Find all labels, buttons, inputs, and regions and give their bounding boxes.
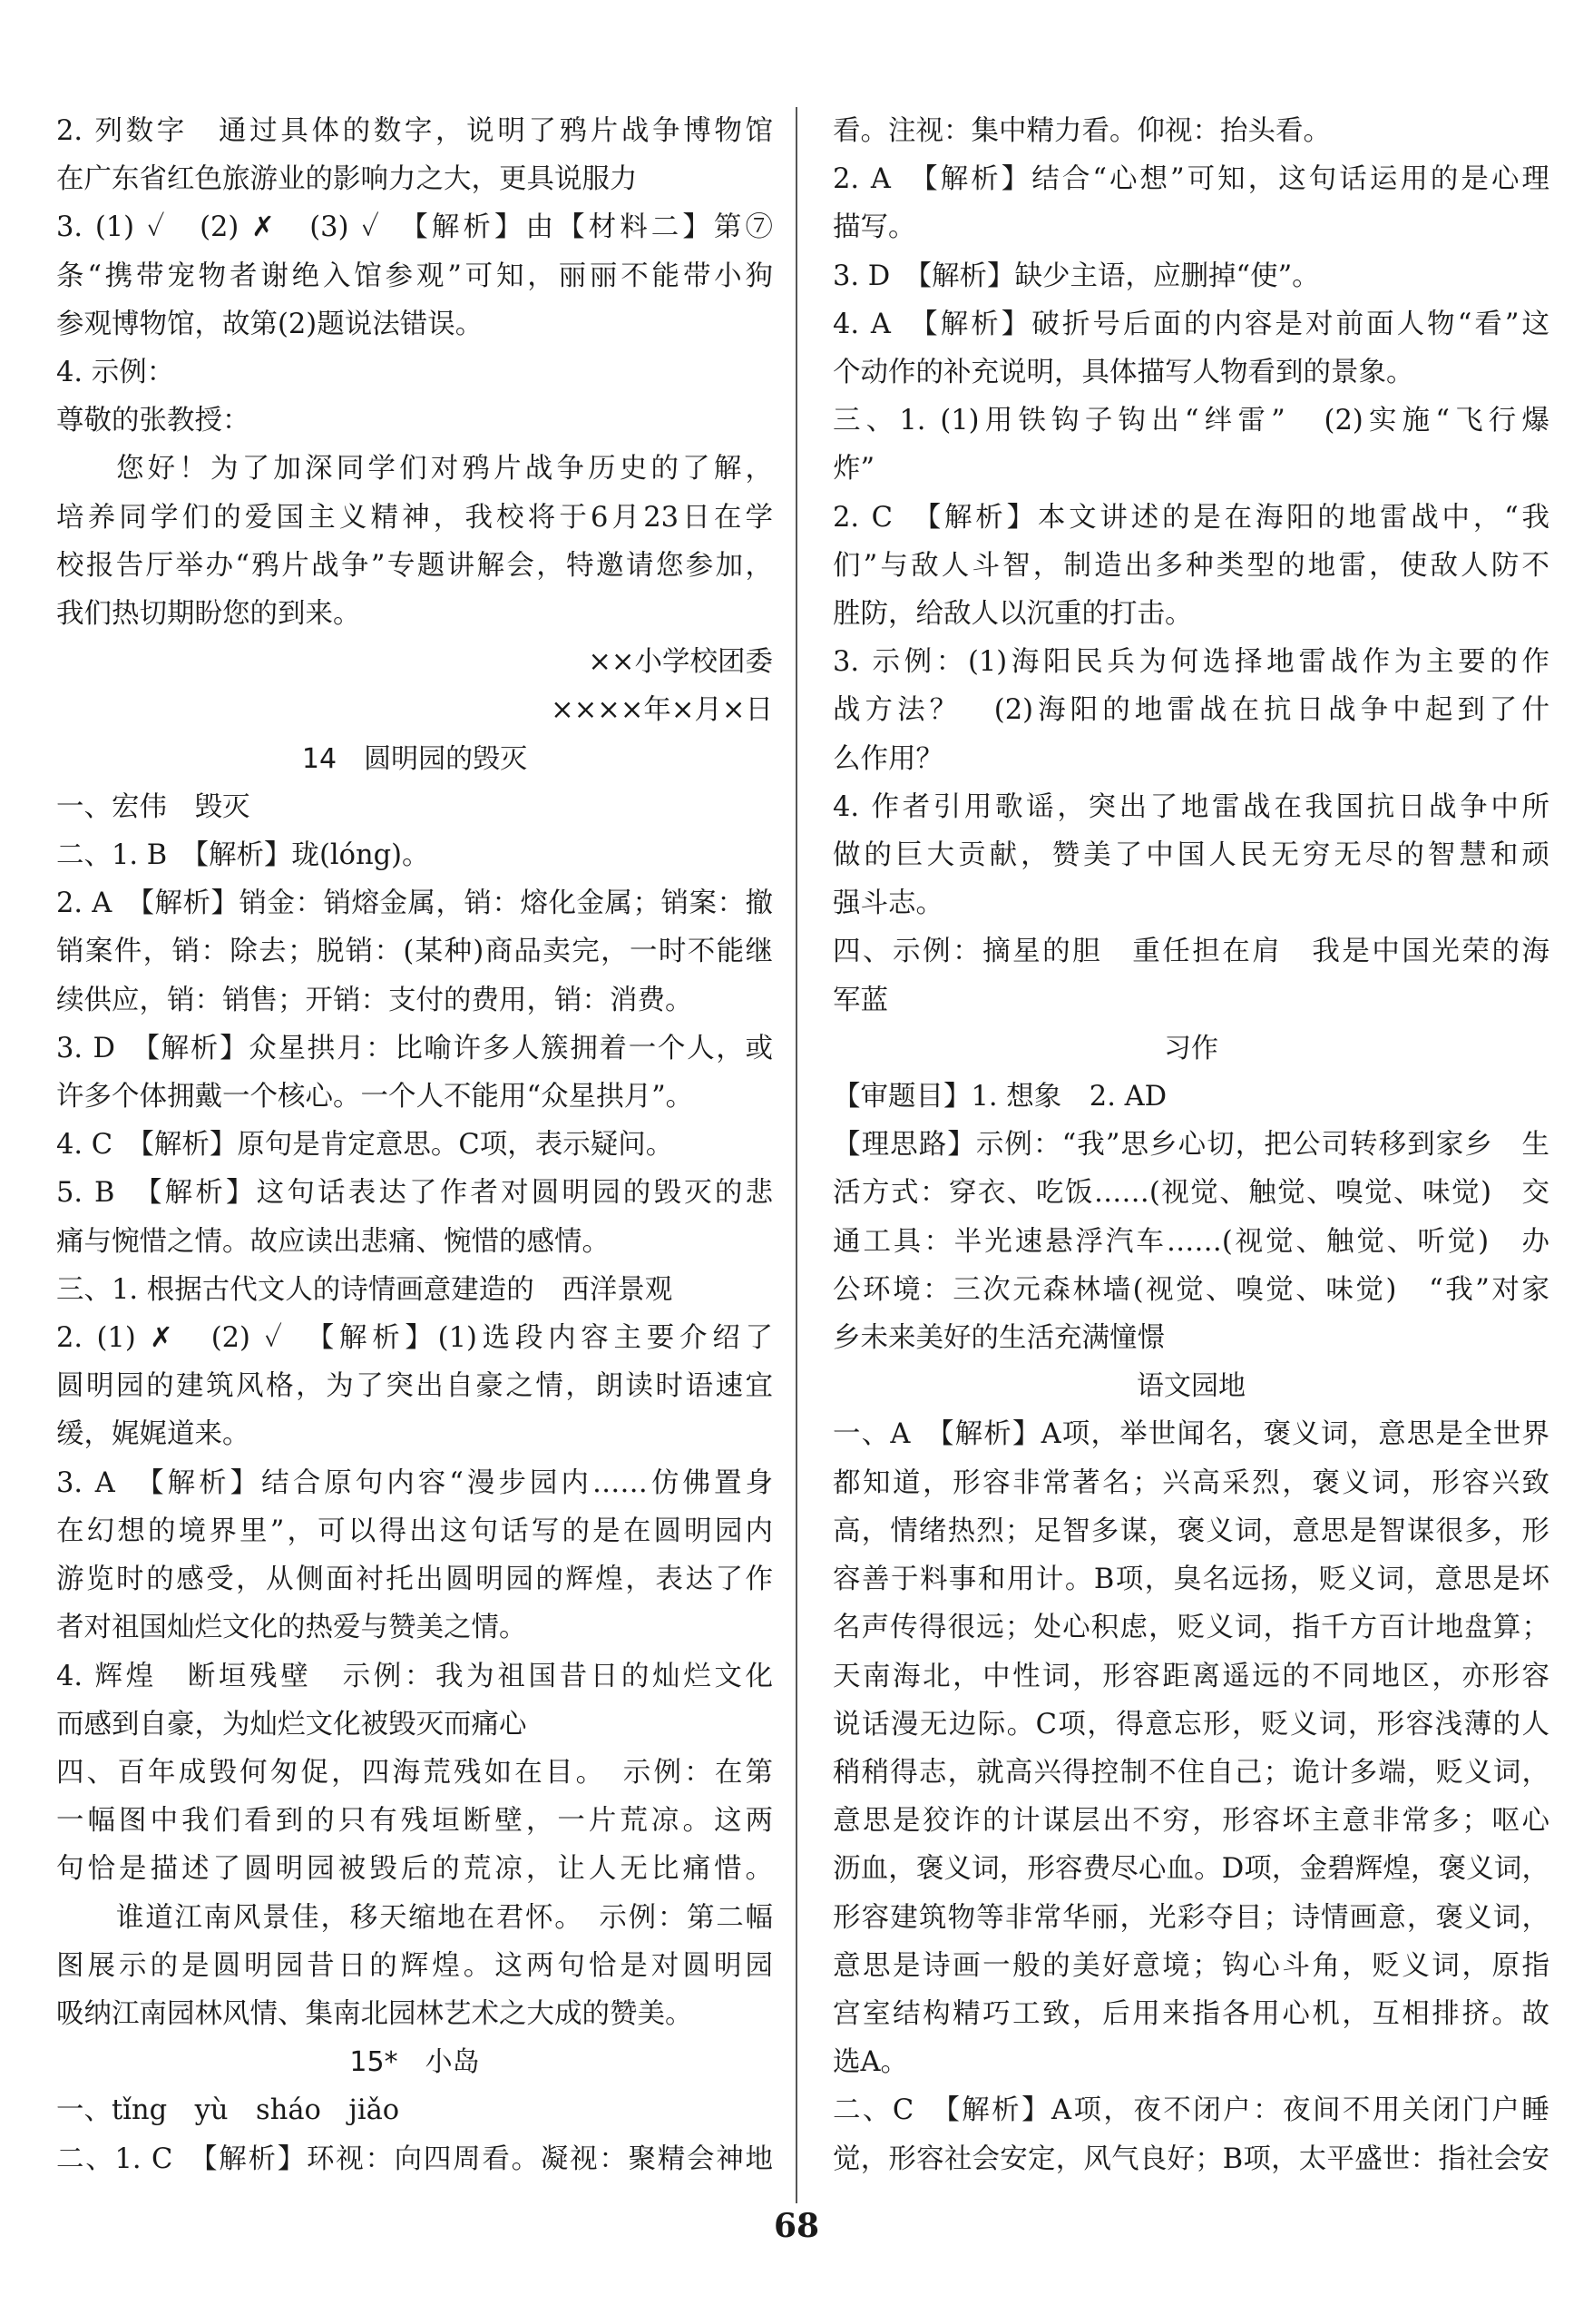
text-line: 们”与敌人斗智，制造出多种类型的地雷，使敌人防不 — [833, 549, 1549, 582]
section-title: 语文园地 — [1137, 1370, 1246, 1403]
text-line: 意思是狡诈的计谋层出不穷，形容坏主意非常多；呕心 — [833, 1805, 1549, 1838]
text-line: 条“携带宠物者谢绝入馆参观”可知，丽丽不能带小狗 — [56, 260, 773, 292]
text-line: 选A。 — [833, 2046, 909, 2079]
text-line: 图展示的是圆明园昔日的辉煌。这两句恰是对圆明园 — [56, 1949, 773, 1982]
text-line: 吸纳江南园林风情、集南北园林艺术之大成的赞美。 — [56, 1997, 693, 2030]
text-line: 胜防，给敌人以沉重的打击。 — [833, 598, 1193, 631]
text-line: 二、1. B 【解析】珑(lóng)。 — [56, 839, 430, 872]
text-line: 者对祖国灿烂文化的热爱与赞美之情。 — [56, 1612, 527, 1644]
text-line: 个动作的补充说明，具体描写人物看到的景象。 — [833, 357, 1414, 389]
text-line: 一、A 【解析】A项，举世闻名，褒义词，意思是全世界 — [833, 1418, 1549, 1451]
text-line: 句恰是描述了圆明园被毁后的荒凉，让人无比痛惜。 — [56, 1853, 773, 1886]
text-line: 在广东省红色旅游业的影响力之大，更具说服力 — [56, 163, 638, 196]
text-line: 说话漫无边际。C项，得意忘形，贬义词，形容浅薄的人 — [833, 1708, 1549, 1741]
text-line: 缓，娓娓道来。 — [56, 1418, 250, 1451]
text-line: 容善于料事和用计。B项，臭名远扬，贬义词，意思是坏 — [833, 1564, 1549, 1596]
column-divider — [796, 107, 797, 2203]
text-line: 宫室结构精巧工致，后用来指各用心机，互相排挤。故 — [833, 1997, 1549, 2030]
text-line: 么作用？ — [833, 742, 943, 775]
text-line: 战方法？ (2)海阳的地雷战在抗日战争中起到了什 — [833, 694, 1549, 727]
section-title: 14 圆明园的毁灭 — [301, 742, 528, 775]
text-line: 2. C 【解析】本文讲述的是在海阳的地雷战中，“我 — [833, 501, 1549, 534]
text-line: 描写。 — [833, 211, 916, 244]
text-line: 意思是诗画一般的美好意境；钩心斗角，贬义词，原指 — [833, 1949, 1549, 1982]
text-line: 强斗志。 — [833, 887, 943, 920]
text-line: 3. (1) ✓ (2) ✗ (3) ✓ 【解析】由【材料二】第⑦ — [56, 211, 773, 244]
text-line: 【理思路】示例：“我”思乡心切，把公司转移到家乡 生 — [833, 1129, 1549, 1162]
section-title: 习作 — [1164, 1032, 1218, 1064]
text-line: ××小学校团委 — [588, 646, 773, 679]
text-line: 四、示例：摘星的胆 重任担在肩 我是中国光荣的海 — [833, 936, 1549, 968]
section-title: 15* 小岛 — [349, 2046, 480, 2079]
text-line: 3. D 【解析】缺少主语，应删掉“使”。 — [833, 260, 1320, 292]
text-line: ××××年×月×日 — [551, 694, 773, 727]
text-line: 都知道，形容非常著名；兴高采烈，褒义词，形容兴致 — [833, 1466, 1549, 1499]
text-line: 二、C 【解析】A项，夜不闭户：夜间不用关闭门户睡 — [833, 2094, 1549, 2127]
text-line: 痛与惋惜之情。故应读出悲痛、惋惜的感情。 — [56, 1225, 610, 1258]
text-line: 而感到自豪，为灿烂文化被毁灭而痛心 — [56, 1708, 527, 1741]
text-line: 一、宏伟 毁灭 — [56, 790, 250, 823]
text-line: 许多个体拥戴一个核心。一个人不能用“众星拱月”。 — [56, 1081, 694, 1113]
text-line: 觉，形容社会安定，风气良好；B项，太平盛世：指社会安 — [833, 2143, 1549, 2175]
text-line: 在幻想的境界里”，可以得出这句话写的是在圆明园内 — [56, 1515, 773, 1547]
text-line: 4. 作者引用歌谣，突出了地雷战在我国抗日战争中所 — [833, 790, 1549, 823]
text-line: 三、1. 根据古代文人的诗情画意建造的 西洋景观 — [56, 1273, 673, 1306]
text-line: 3. A 【解析】结合原句内容“漫步园内……仿佛置身 — [56, 1466, 773, 1499]
text-line: 做的巨大贡献，赞美了中国人民无穷无尽的智慧和顽 — [833, 839, 1549, 872]
text-line: 4. 辉煌 断垣残壁 示例：我为祖国昔日的灿烂文化 — [56, 1660, 773, 1692]
text-line: 4. 示例： — [56, 357, 175, 389]
text-line: 一、tǐng yù sháo jiǎo — [56, 2094, 400, 2127]
text-line: 炸” — [833, 453, 875, 485]
text-line: 4. C 【解析】原句是肯定意思。C项，表示疑问。 — [56, 1129, 674, 1162]
text-line: 圆明园的建筑风格，为了突出自豪之情，朗读时语速宜 — [56, 1370, 773, 1403]
text-line: 续供应，销：销售；开销：支付的费用，销：消费。 — [56, 984, 693, 1016]
text-line: 尊敬的张教授： — [56, 405, 250, 437]
text-line: 沥血，褒义词，形容费尽心血。D项，金碧辉煌，褒义词， — [833, 1853, 1549, 1886]
text-line: 通工具：半光速悬浮汽车……(视觉、触觉、听觉) 办 — [833, 1225, 1549, 1258]
text-line: 名声传得很远；处心积虑，贬义词，指千方百计地盘算； — [833, 1612, 1549, 1644]
text-line: 形容建筑物等非常华丽，光彩夺目；诗情画意，褒义词， — [833, 1901, 1549, 1934]
text-line: 一幅图中我们看到的只有残垣断壁，一片荒凉。这两 — [56, 1805, 773, 1838]
text-line: 3. D 【解析】众星拱月：比喻许多人簇拥着一个人，或 — [56, 1032, 773, 1064]
text-line: 游览时的感受，从侧面衬托出圆明园的辉煌，表达了作 — [56, 1564, 773, 1596]
text-line: 高，情绪热烈；足智多谋，褒义词，意思是智谋很多，形 — [833, 1515, 1549, 1547]
text-line: 四、百年成毁何匆促，四海荒残如在目。 示例：在第 — [56, 1756, 773, 1789]
text-line: 3. 示例：(1)海阳民兵为何选择地雷战作为主要的作 — [833, 646, 1549, 679]
text-line: 稍稍得志，就高兴得控制不住自己；诡计多端，贬义词， — [833, 1756, 1549, 1789]
text-line: 您好！为了加深同学们对鸦片战争历史的了解， — [116, 453, 773, 485]
text-line: 销案件，销：除去；脱销：(某种)商品卖完，一时不能继 — [56, 936, 773, 968]
text-line: 校报告厅举办“鸦片战争”专题讲解会，特邀请您参加， — [56, 549, 773, 582]
text-line: 培养同学们的爱国主义精神，我校将于6月23日在学 — [56, 501, 773, 534]
text-line: 三、1. (1)用铁钩子钩出“绊雷” (2)实施“飞行爆 — [833, 405, 1549, 437]
page-number: 68 — [773, 2207, 820, 2245]
text-line: 乡未来美好的生活充满憧憬 — [833, 1322, 1165, 1355]
text-line: 2. 列数字 通过具体的数字，说明了鸦片战争博物馆 — [56, 115, 773, 147]
text-line: 活方式：穿衣、吃饭……(视觉、触觉、嗅觉、味觉) 交 — [833, 1177, 1549, 1210]
text-line: 天南海北，中性词，形容距离遥远的不同地区，亦形容 — [833, 1660, 1549, 1692]
text-line: 2. A 【解析】结合“心想”可知，这句话运用的是心理 — [833, 163, 1549, 196]
text-line: 【审题目】1. 想象 2. AD — [833, 1081, 1168, 1113]
text-line: 谁道江南风景佳，移天缩地在君怀。 示例：第二幅 — [116, 1901, 773, 1934]
text-line: 5. B 【解析】这句话表达了作者对圆明园的毁灭的悲 — [56, 1177, 773, 1210]
text-line: 军蓝 — [833, 984, 888, 1016]
text-line: 参观博物馆，故第(2)题说法错误。 — [56, 308, 484, 340]
text-line: 2. A 【解析】销金：销熔金属，销：熔化金属；销案：撤 — [56, 887, 773, 920]
text-line: 4. A 【解析】破折号后面的内容是对前面人物“看”这 — [833, 308, 1549, 340]
text-line: 看。注视：集中精力看。仰视：抬头看。 — [833, 115, 1331, 147]
right-column — [833, 107, 1549, 2183]
text-line: 公环境：三次元森林墙(视觉、嗅觉、味觉) “我”对家 — [833, 1273, 1549, 1306]
text-line: 我们热切期盼您的到来。 — [56, 598, 361, 631]
text-line: 二、1. C 【解析】环视：向四周看。凝视：聚精会神地 — [56, 2143, 773, 2175]
left-column — [56, 107, 773, 2183]
text-line: 2. (1) ✗ (2) ✓ 【解析】(1)选段内容主要介绍了 — [56, 1322, 773, 1355]
